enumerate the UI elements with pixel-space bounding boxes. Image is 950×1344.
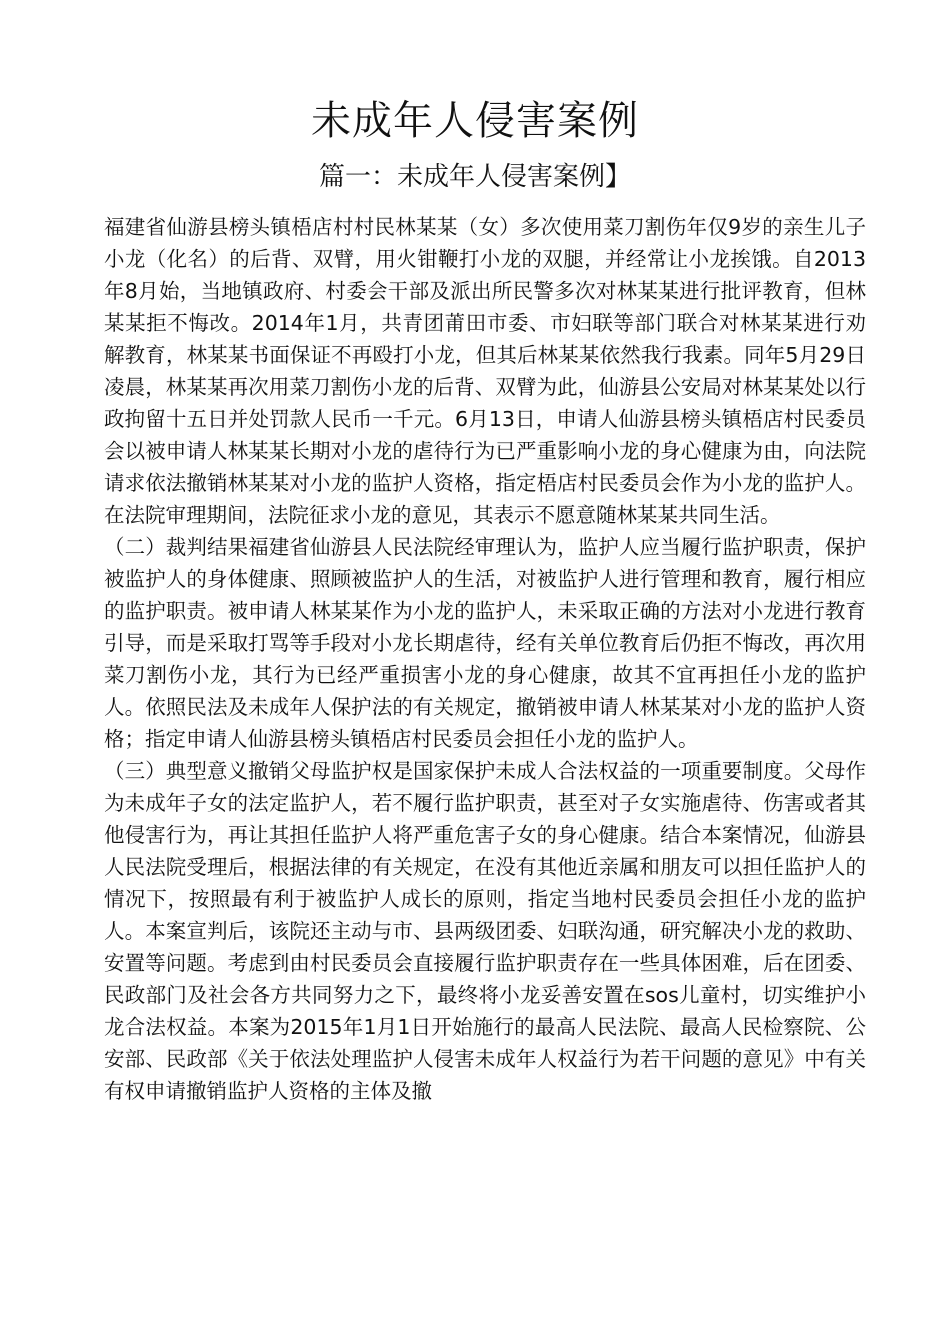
paragraph-case-facts: 福建省仙游县榜头镇梧店村村民林某某（女）多次使用菜刀割伤年仅9岁的亲生儿子小龙（化名）的后背、双臂，用火钳鞭打小龙的双腿，并经常让小龙挨饿。自2013年8月始，当地镇政府、村委会干部及派出所民警多次对林某某进行批评教育，但林某某拒不悔改。2014年1月，共青团莆田市委、市妇联等部门联合对林某某进行劝解教育，林某某书面保证不再殴打小龙，但其后林某某依然我行我素。同年5月29日凌晨，林某某再次用菜刀割伤小龙的后背、双臂为此，仙游县公安局对林某某处以行政拘留十五日并处罚款人民币一千元。6月13日，申请人仙游县榜头镇梧店村民委员会以被申请人林某某长期对小龙的虐待行为已严重影响小龙的身心健康为由，向法院请求依法撤销林某某对小龙的监护人资格，指定梧店村民委员会作为小龙的监护人。在法院审理期间，法院征求小龙的意见，其表示不愿意随林某某共同生活。: [104, 215, 866, 527]
document-subtitle: 篇一：未成年人侵害案例】: [318, 162, 631, 192]
document-title: 未成年人侵害案例: [311, 98, 639, 144]
paragraph-typical-significance: （三）典型意义撤销父母监护权是国家保护未成人合法权益的一项重要制度。父母作为未成年子女的法定监护人，若不履行监护职责，甚至对子女实施虐待、伤害或者其他侵害行为，再让其担任监护人将严重危害子女的身心健康。结合本案情况，仙游县人民法院受理后，根据法律的有关规定，在没有其他近亲属和朋友可以担任监护人的情况下，按照最有利于被监护人成长的原则，指定当地村民委员会担任小龙的监护人。本案宣判后，该院还主动与市、县两级团委、妇联沟通，研究解决小龙的救助、安置等问题。考虑到由村民委员会直接履行监护职责存在一些具体困难，后在团委、民政部门及社会各方共同努力之下，最终将小龙妥善安置在sos儿童村，切实维护小龙合法权益。本案为2015年1月1日开始施行的最高人民法院、最高人民检察院、公安部、民政部《关于依法处理监护人侵害未成年人权益行为若干问题的意见》中有关有权申请撤销监护人资格的主体及撤: [104, 759, 866, 1103]
paragraph-judgment-result: （二）裁判结果福建省仙游县人民法院经审理认为，监护人应当履行监护职责，保护被监护人的身体健康、照顾被监护人的生活，对被监护人进行管理和教育，履行相应的监护职责。被申请人林某某作为小龙的监护人，未采取正确的方法对小龙进行教育引导，而是采取打骂等手段对小龙长期虐待，经有关单位教育后仍拒不悔改，再次用菜刀割伤小龙，其行为已经严重损害小龙的身心健康，故其不宜再担任小龙的监护人。依照民法及未成年人保护法的有关规定，撤销被申请人林某某对小龙的监护人资格；指定申请人仙游县榜头镇梧店村民委员会担任小龙的监护人。: [104, 535, 866, 751]
document-body: [104, 211, 866, 1107]
